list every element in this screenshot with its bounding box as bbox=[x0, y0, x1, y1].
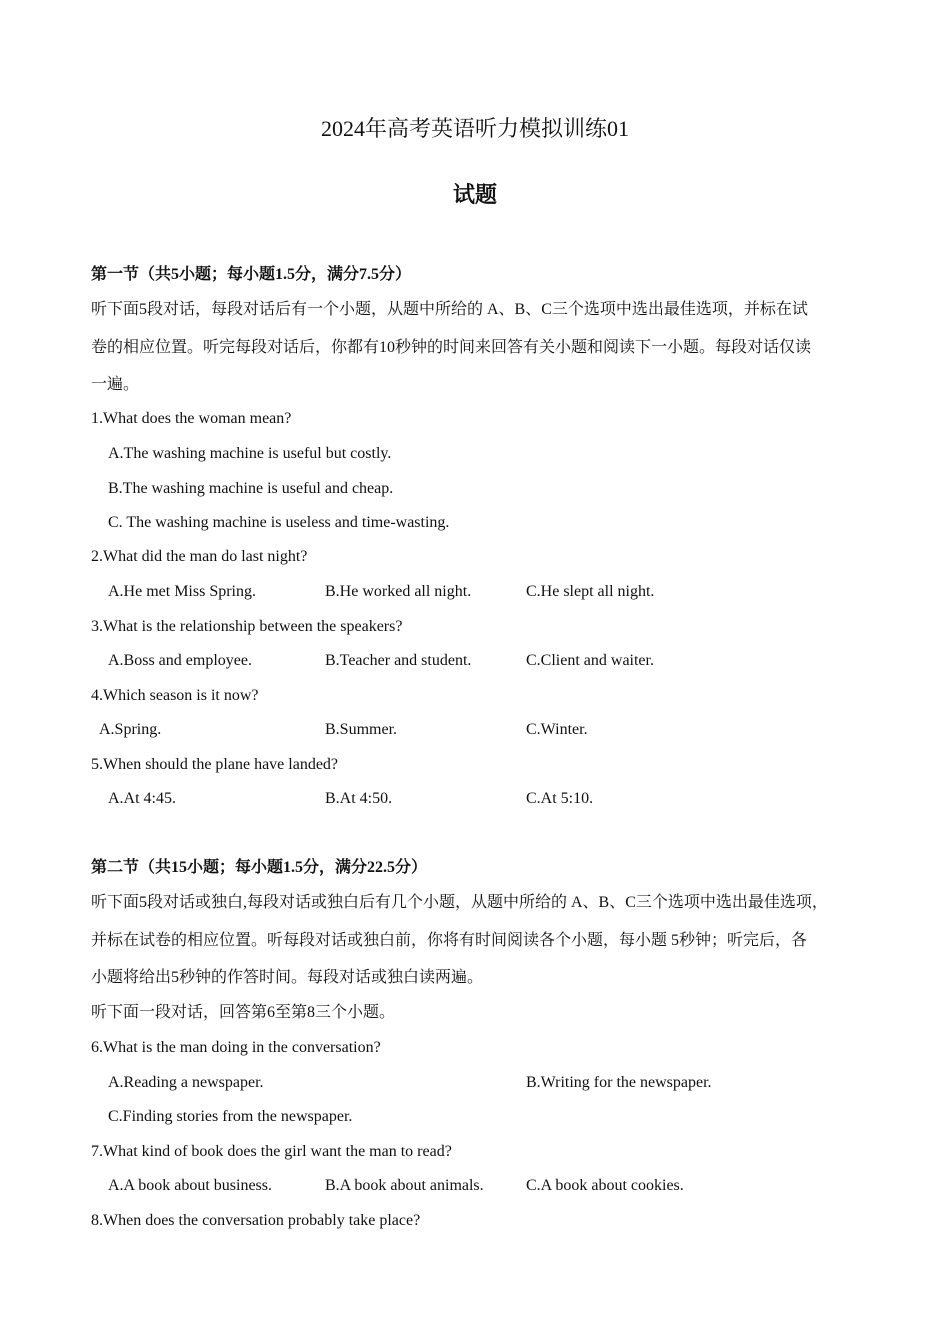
section2-instruction-line: 并标在试卷的相应位置。听每段对话或独白前，你将有时间阅读各个小题，每小题 5秒钟；听完后，各 bbox=[91, 932, 808, 949]
question-1: 1.What does the woman mean? bbox=[91, 410, 292, 427]
page-title: 2024年高考英语听力模拟训练01 bbox=[320, 116, 629, 141]
question-3: 3.What is the relationship between the speakers? bbox=[91, 618, 403, 635]
section1-instruction-line: 一遍。 bbox=[91, 376, 140, 393]
question-1-option-a: A.The washing machine is useful but costly. bbox=[108, 445, 392, 462]
page-subtitle: 试题 bbox=[452, 182, 497, 207]
question-5: 5.When should the plane have landed? bbox=[91, 756, 339, 773]
question-2: 2.What did the man do last night? bbox=[91, 548, 308, 565]
question-7-option-a: A.A book about business. bbox=[108, 1177, 272, 1194]
question-4-option-a: A.Spring. bbox=[99, 721, 162, 738]
section2-lead: 听下面一段对话，回答第6至第8三个小题。 bbox=[91, 1004, 396, 1021]
question-3-option-c: C.Client and waiter. bbox=[526, 652, 654, 669]
question-7: 7.What kind of book does the girl want the man to read? bbox=[91, 1143, 452, 1160]
section2-instruction-line: 听下面5段对话或独白,每段对话或独白后有几个小题，从题中所给的 A、B、C三个选项中选出最佳选项， bbox=[91, 894, 828, 911]
section2-heading: 第二节（共15小题；每小题1.5分，满分22.5分） bbox=[91, 859, 428, 876]
question-5-option-a: A.At 4:45. bbox=[108, 790, 176, 807]
question-6-option-a: A.Reading a newspaper. bbox=[108, 1074, 264, 1091]
question-5-option-c: C.At 5:10. bbox=[526, 790, 594, 807]
question-5-option-b: B.At 4:50. bbox=[325, 790, 393, 807]
question-6: 6.What is the man doing in the conversation? bbox=[91, 1039, 381, 1056]
question-6-option-b: B.Writing for the newspaper. bbox=[526, 1074, 712, 1091]
question-2-option-b: B.He worked all night. bbox=[325, 583, 472, 600]
question-1-option-b: B.The washing machine is useful and cheap. bbox=[108, 480, 394, 497]
question-6-option-c: C.Finding stories from the newspaper. bbox=[108, 1108, 353, 1125]
question-2-option-a: A.He met Miss Spring. bbox=[108, 583, 256, 600]
section1-heading: 第一节（共5小题；每小题1.5分，满分7.5分） bbox=[91, 266, 412, 283]
question-4-option-c: C.Winter. bbox=[526, 721, 588, 738]
section1-instruction-line: 卷的相应位置。听完每段对话后，你都有10秒钟的时间来回答有关小题和阅读下一小题。每段对话仅读 bbox=[91, 339, 812, 356]
question-4-option-b: B.Summer. bbox=[325, 721, 398, 738]
question-3-option-a: A.Boss and employee. bbox=[108, 652, 252, 669]
question-3-option-b: B.Teacher and student. bbox=[325, 652, 472, 669]
question-1-option-c: C. The washing machine is useless and time-wasting. bbox=[108, 514, 450, 531]
question-7-option-c: C.A book about cookies. bbox=[526, 1177, 684, 1194]
question-8: 8.When does the conversation probably take place? bbox=[91, 1212, 421, 1229]
question-7-option-b: B.A book about animals. bbox=[325, 1177, 484, 1194]
question-4: 4.Which season is it now? bbox=[91, 687, 259, 704]
question-2-option-c: C.He slept all night. bbox=[526, 583, 655, 600]
section2-instruction-line: 小题将给出5秒钟的作答时间。每段对话或独白读两遍。 bbox=[91, 969, 484, 986]
section1-instruction-line: 听下面5段对话，每段对话后有一个小题，从题中所给的 A、B、C三个选项中选出最佳选项，并标在试 bbox=[91, 301, 808, 318]
